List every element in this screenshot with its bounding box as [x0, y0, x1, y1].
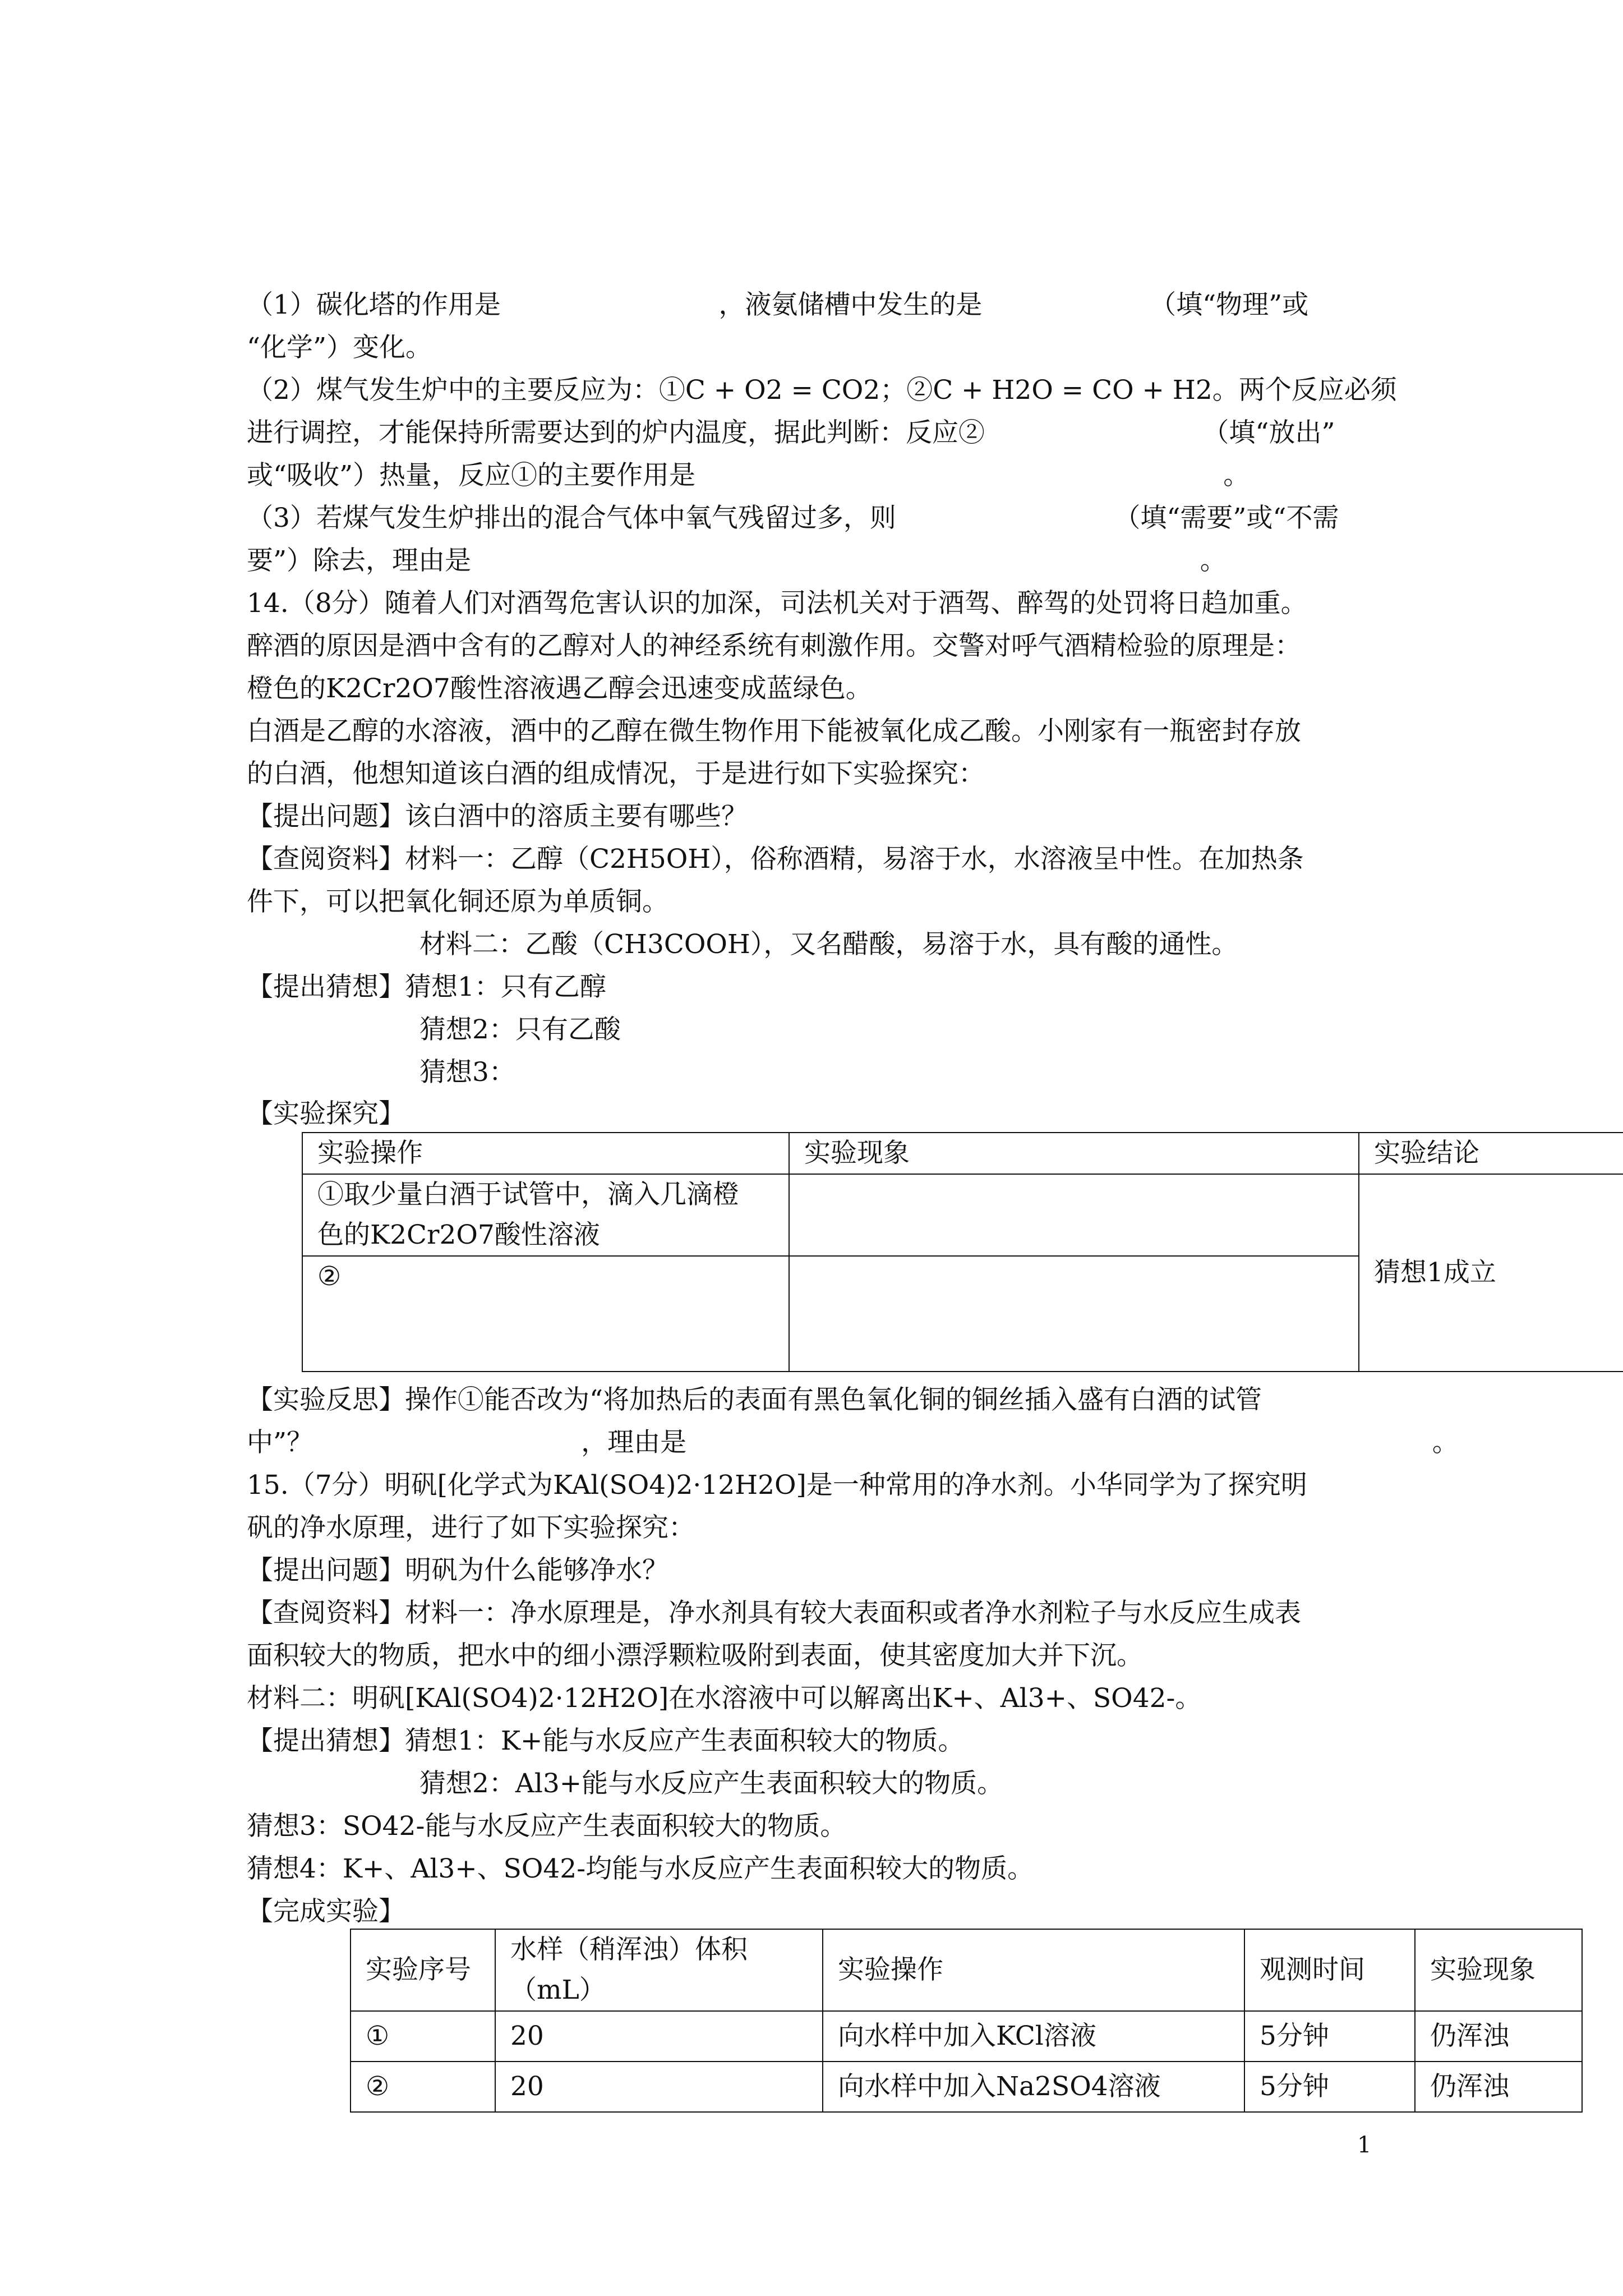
- header-time: 观测时间: [1244, 1929, 1415, 2011]
- q15-hypothesis4: 猜想4：K+、Al3+、SO42-均能与水反应产生表面积较大的物质。: [247, 1853, 1034, 1884]
- q15-material1-line2: 面积较大的物质，把水中的细小漂浮颗粒吸附到表面，使其密度加大并下沉。: [247, 1640, 1143, 1671]
- q15-experiment-heading: 【完成实验】: [247, 1896, 405, 1927]
- q15-hypothesis2: 猜想2：Al3+能与水反应产生表面积较大的物质。: [419, 1768, 1004, 1799]
- q14-hypothesis3: 猜想3：: [419, 1057, 515, 1088]
- row1-operation-line1: ①取少量白酒于试管中，滴入几滴橙: [317, 1179, 739, 1210]
- cell-volume: 20: [495, 2011, 823, 2062]
- cell-seq: ②: [351, 2062, 495, 2112]
- header-seq: 实验序号: [351, 1929, 495, 2011]
- q15-intro-line1: 15.（7分）明矾[化学式为KAl(SO4)2·12H2O]是一种常用的净水剂。小华同学为了探究明: [247, 1470, 1307, 1501]
- row1-operation: [302, 1174, 789, 1256]
- row2-operation: ②: [302, 1256, 789, 1372]
- page-number: 1: [1357, 2132, 1372, 2158]
- cell-seq: ①: [351, 2011, 495, 2062]
- q13-part1-line1: （1）碳化塔的作用是 ，液氨储槽中发生的是 （填“物理”或: [247, 289, 1309, 320]
- table-header-row: [302, 1133, 1623, 1174]
- q14-reflection-line2: 中”？ ，理由是 。: [247, 1427, 1459, 1458]
- q14-experiment-table: [302, 1132, 1623, 1372]
- q14-intro-line2: 醉酒的原因是酒中含有的乙醇对人的神经系统有刺激作用。交警对呼气酒精检验的原理是：: [247, 631, 1301, 661]
- header-conclusion: 实验结论: [1359, 1133, 1623, 1174]
- q14-intro-line1: 14.（8分）随着人们对酒驾危害认识的加深，司法机关对于酒驾、醉驾的处罚将日趋加重。: [247, 588, 1307, 619]
- cell-phenomenon: 仍浑浊: [1415, 2062, 1582, 2112]
- header-observation: 实验现象: [789, 1133, 1359, 1174]
- row1-operation-line2: 色的K2Cr2O7酸性溶液: [317, 1220, 600, 1250]
- q14-hypothesis1: 【提出猜想】猜想1：只有乙醇: [247, 972, 606, 1002]
- q14-material2: 材料二：乙酸（CH3COOH），又名醋酸，易溶于水，具有酸的通性。: [419, 929, 1238, 960]
- q15-material1-line1: 【查阅资料】材料一：净水原理是，净水剂具有较大表面积或者净水剂粒子与水反应生成表: [247, 1598, 1301, 1628]
- row1-observation-blank: [789, 1174, 1359, 1256]
- header-operation: 实验操作: [302, 1133, 789, 1174]
- q14-material1-line2: 件下，可以把氧化铜还原为单质铜。: [247, 886, 668, 917]
- q13-part2-line3: 或“吸收”）热量，反应①的主要作用是 。: [247, 460, 1250, 491]
- q15-hypothesis3: 猜想3：SO42-能与水反应产生表面积较大的物质。: [247, 1811, 847, 1842]
- header-operation: 实验操作: [823, 1929, 1244, 2011]
- header-volume: 水样（稍浑浊）体积（mL）: [495, 1929, 823, 2011]
- q14-reflection-line1: 【实验反思】操作①能否改为“将加热后的表面有黑色氧化铜的铜丝插入盛有白酒的试管: [247, 1384, 1262, 1415]
- conclusion-cell: 猜想1成立: [1359, 1174, 1623, 1372]
- q13-part2-line2: 进行调控，才能保持所需要达到的炉内温度，据此判断：反应② （填“放出”: [247, 417, 1335, 448]
- q14-hypothesis2: 猜想2：只有乙酸: [419, 1014, 621, 1045]
- table-header-row: [351, 1929, 1582, 2011]
- q14-material1-line1: 【查阅资料】材料一：乙醇（C2H5OH），俗称酒精，易溶于水，水溶液呈中性。在加热条: [247, 844, 1304, 875]
- cell-phenomenon: 仍浑浊: [1415, 2011, 1582, 2062]
- q13-part1-line2: “化学”）变化。: [247, 332, 432, 363]
- q13-part3-line1: （3）若煤气发生炉排出的混合气体中氧气残留过多，则 （填“需要”或“不需: [247, 503, 1339, 533]
- q14-intro-line3: 橙色的K2Cr2O7酸性溶液遇乙醇会迅速变成蓝绿色。: [247, 673, 872, 704]
- q15-experiment-table: [350, 1929, 1583, 2113]
- q15-question: 【提出问题】明矾为什么能够净水？: [247, 1555, 668, 1586]
- q14-intro-line4: 白酒是乙醇的水溶液，酒中的乙醇在微生物作用下能被氧化成乙酸。小刚家有一瓶密封存放: [247, 716, 1301, 747]
- q13-part2-line1: （2）煤气发生炉中的主要反应为：①C + O2 = CO2；②C + H2O = CO + H2。两个反应必须: [247, 375, 1397, 406]
- cell-volume: 20: [495, 2062, 823, 2112]
- q14-experiment-heading: 【实验探究】: [247, 1098, 405, 1129]
- q14-question: 【提出问题】该白酒中的溶质主要有哪些？: [247, 801, 748, 832]
- cell-time: 5分钟: [1244, 2062, 1415, 2112]
- q13-part3-line2: 要”）除去，理由是 。: [247, 545, 1227, 576]
- table-row: [302, 1174, 1623, 1256]
- header-phenomenon: 实验现象: [1415, 1929, 1582, 2011]
- table-row: [351, 2062, 1582, 2112]
- q15-material2: 材料二：明矾[KAl(SO4)2·12H2O]在水溶液中可以解离出K+、Al3+、SO42-。: [247, 1683, 1202, 1714]
- cell-operation: 向水样中加入Na2SO4溶液: [823, 2062, 1244, 2112]
- q15-hypothesis1: 【提出猜想】猜想1：K+能与水反应产生表面积较大的物质。: [247, 1726, 965, 1756]
- q14-intro-line5: 的白酒，他想知道该白酒的组成情况，于是进行如下实验探究：: [247, 758, 985, 789]
- cell-time: 5分钟: [1244, 2011, 1415, 2062]
- row2-observation-blank: [789, 1256, 1359, 1372]
- table-row: [351, 2011, 1582, 2062]
- cell-operation: 向水样中加入KCl溶液: [823, 2011, 1244, 2062]
- q15-intro-line2: 矾的净水原理，进行了如下实验探究：: [247, 1512, 695, 1543]
